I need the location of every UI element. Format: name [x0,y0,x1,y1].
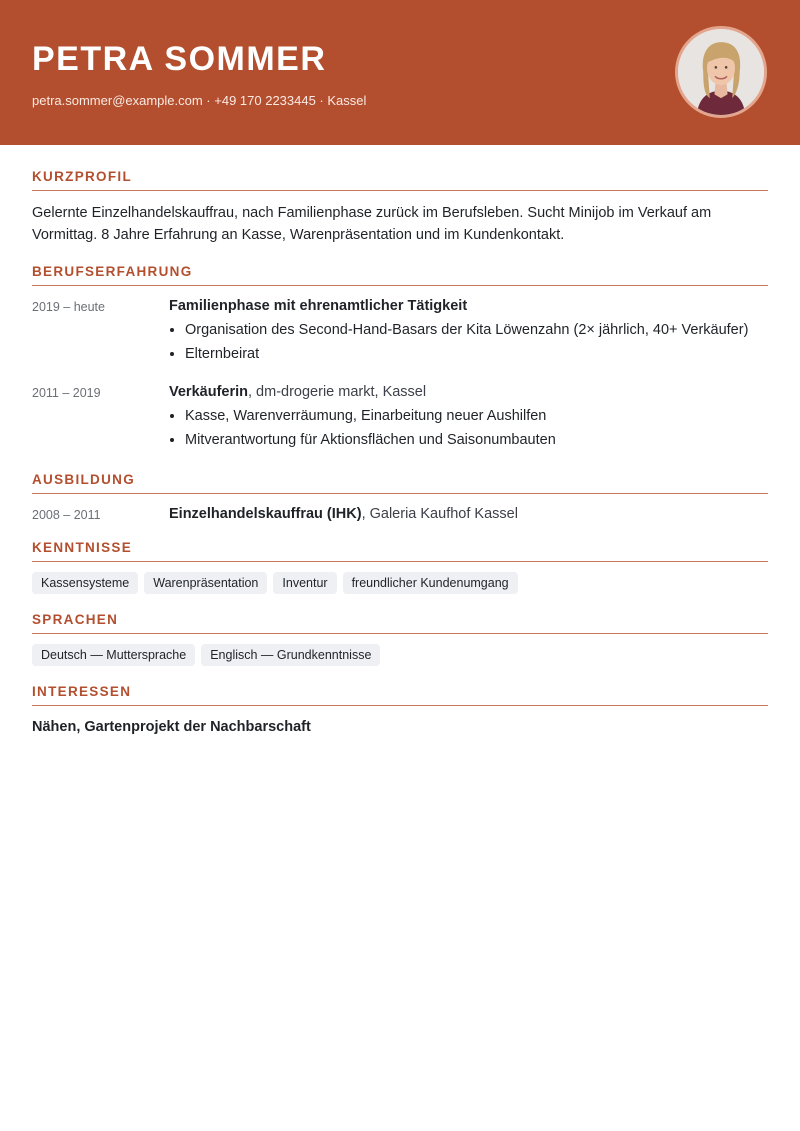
job-organization: , dm-drogerie markt, Kassel [248,384,427,400]
skill-chips [32,572,768,594]
candidate-name: PETRA SOMMER [32,40,327,78]
education-institution: , Galeria Kaufhof Kassel [361,506,518,522]
section-skills [32,540,768,594]
skill-chip: freundlicher Kundenumgang [343,572,518,594]
skill-chip: Kassensysteme [32,572,138,594]
section-interests [32,684,768,735]
job-title: Familienphase mit ehrenamtlicher Tätigkeit [169,298,468,314]
profile-text: Gelernte Einzelhandelskauffrau, nach Familienphase zurück im Berufsleben. Sucht Minijob im Verkauf am Vormittag. 8 Jahre Erfahrung an Kasse, Warenpräsentation und im Kundenkontakt. [32,205,712,243]
skill-chip: Inventur [273,572,336,594]
education-entry [32,506,768,522]
language-chips [32,644,768,666]
education-details [169,506,768,522]
resume-body [0,169,800,735]
section-title-education: AUSBILDUNG [32,472,768,494]
job-bullets [169,406,768,451]
section-title-interests: INTERESSEN [32,684,768,706]
section-languages [32,612,768,666]
section-experience [32,264,768,454]
contact-line: petra.sommer@example.com · +49 170 2233445 · Kassel [32,93,367,108]
job-details [169,298,768,368]
job-bullets [169,320,768,365]
language-chip: Deutsch — Muttersprache [32,644,195,666]
job-entry [32,298,768,368]
portrait-photo [675,26,767,118]
job-details [169,384,768,454]
job-bullet: • Organisation des Second-Hand-Basars der Kita Löwenzahn (2× jährlich, 40+ Verkäufer) [185,320,768,341]
section-title-experience: BERUFSERFAHRUNG [32,264,768,286]
job-entry [32,384,768,454]
job-dates: 2011 – 2019 [32,386,101,400]
job-dates: 2019 – heute [32,300,105,314]
portrait-photo-icon [678,29,764,115]
education-title: Einzelhandelskauffrau (IHK) [169,506,362,522]
section-title-skills: KENNTNISSE [32,540,768,562]
section-education [32,472,768,522]
education-dates: 2008 – 2011 [32,508,101,522]
resume-header [0,0,800,145]
job-bullet: • Elternbeirat [185,344,768,365]
job-bullet: • Mitverantwortung für Aktionsflächen und Saisonumbauten [185,430,768,451]
section-profile [32,169,768,246]
interests-text: Nähen, Gartenprojekt der Nachbarschaft [32,719,311,735]
language-chip: Englisch — Grundkenntnisse [201,644,380,666]
skill-chip: Warenpräsentation [144,572,267,594]
job-bullet: • Kasse, Warenverräumung, Einarbeitung neuer Aushilfen [185,406,768,427]
section-title-profile: KURZPROFIL [32,169,768,191]
job-title: Verkäuferin [169,384,248,400]
section-title-languages: SPRACHEN [32,612,768,634]
